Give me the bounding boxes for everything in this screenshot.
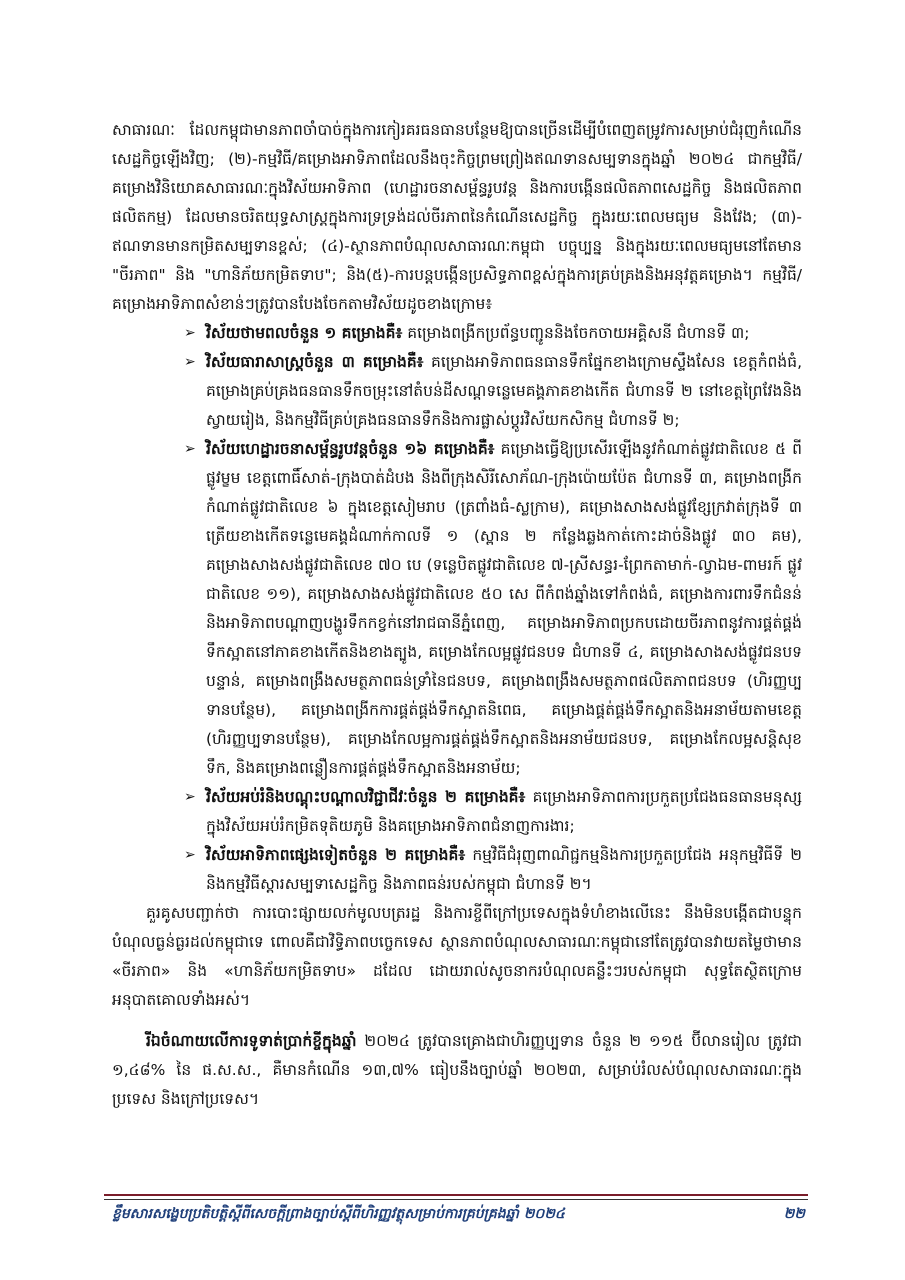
sector-description: គម្រោងធ្វើឱ្យប្រសើរឡើងនូវកំណាត់ផ្លូវជាតិលេខ ៥ ពីផ្លូវម្ខម ខេត្តពោធិ៍សាត់-ក្រុងបាត់ដំបង និងពីក្រុងសិរីសោភ័ណ-ក្រុងប៉ោយប៉ែត ជំហានទី ៣, គម្រោងពង្រីកកំណាត់ផ្លូវជាតិលេខ ៦ ក្នុងខេត្តសៀមរាប (ត្រពាំងធំ-ស្លក្រាម), គម្រោងសាងសង់ផ្លូវខ្សែក្រវាត់ក្រុងទី ៣ ត្រើយខាងកើតទន្លេមេគង្គដំណាក់កាលទី ១ (ស្ពាន ២ កន្លែងឆ្លងកាត់កោះដាច់និងផ្លូវ ៣០ គម), គម្រោងសាងសង់ផ្លូវជាតិលេខ ៧០ បេ (ទន្លេបិតផ្លូវជាតិលេខ ៧-ស្រីសន្ធរ-ព្រែកតាមាក់-ល្វាឯម-ពាមរក៍ ផ្លូវជាតិលេខ ១១), គម្រោងសាងសង់ផ្លូវជាតិលេខ ៥០ សេ ពីកំពង់ឆ្នាំងទៅកំពង់ធំ, គម្រោងការពារទឹកជំនន់និងអាទិភាពបណ្តាញបង្ហូរទឹកកខ្វក់នៅរាជធានីភ្នំពេញ, គម្រោងអាទិភាពប្រកបដោយចីរភាពនូវការផ្គត់ផ្គង់ទឹកស្អាតនៅភាគខាងកើតនិងខាងត្បូង, គម្រោងកែលម្អផ្លូវជនបទ ជំហានទី ៤, គម្រោងសាងសង់ផ្លូវជនបទបន្ទាន់, គម្រោងពង្រឹងសមត្ថភាពធន់ទ្រាំនៃជនបទ, គម្រោងពង្រឹងសមត្ថភាពផលិតភាពជនបទ (ហិរញ្ញប្បទានបន្ថែម), គម្រោងពង្រីកការផ្គត់ផ្គង់ទឹកស្អាតនិពេធ, គម្រោងផ្គត់ផ្គង់ទឹកស្អាតនិងអនាម័យតាមខេត្ត (ហិរញ្ញប្បទានបន្ថែម), គម្រោងកែលម្អការផ្គត់ផ្គង់ទឹកស្អាតនិងអនាម័យជនបទ, គម្រោងកែលម្អសន្តិសុខទឹក, និងគម្រោងពន្លឿនការផ្គត់ផ្គង់ទឹកស្អាតនិងអនាម័យ; [206,440,802,777]
list-item [184,783,802,841]
footer-divider [104,1194,808,1196]
sector-heading: វិស័យថាមពលចំនួន ១ គម្រោងគឺ៖ [206,324,403,342]
arrow-bullet-icon: ➢ [184,789,196,805]
sector-heading: វិស័យហេដ្ឋារចនាសម្ព័ន្ធរូបវន្តចំនួន ១៦ គម្រោងគឺ៖ [206,440,495,458]
list-item [184,435,802,783]
body-text [112,116,802,1114]
repayment-lead: រីឯចំណាយលើការទូទាត់ប្រាក់ខ្ចីក្នុងឆ្នាំ [146,1032,357,1050]
arrow-bullet-icon: ➢ [184,847,196,863]
sector-description: គម្រោងពង្រីកប្រព័ន្ធបញ្ជូននិងចែកចាយអគ្គិសនី ជំហានទី ៣; [402,324,750,342]
intro-paragraph: សាធារណៈ ដែលកម្ពុជាមានភាពចាំបាច់ក្នុងការកៀរគរធនធានបន្ថែមឱ្យបានច្រើនដើម្បីបំពេញតម្រូវការសម្រាប់ជំរុញកំណើនសេដ្ឋកិច្ចឡើងវិញ; (២)-កម្មវិធី/គម្រោងអាទិភាពដែលនឹងចុះកិច្ចព្រមព្រៀងឥណទានសម្បទានក្នុងឆ្នាំ ២០២៤ ជាកម្មវិធី/គម្រោងវិនិយោគសាធារណៈក្នុងវិស័យអាទិភាព (ហេដ្ឋារចនាសម្ព័ន្ធរូបវន្ត និងការបង្កើនផលិតភាពសេដ្ឋកិច្ច និងផលិតភាពផលិតកម្ម) ដែលមានចរិតយុទ្ធសាស្ត្រក្នុងការទ្រទ្រង់ដល់ចីរភាពនៃកំណើនសេដ្ឋកិច្ច ក្នុងរយៈពេលមធ្យម និងវែង; (៣)-ឥណទានមានកម្រិតសម្បទានខ្ពស់; (៤)-ស្ថានភាពបំណុលសាធារណៈកម្ពុជា បច្ចុប្បន្ន និងក្នុងរយៈពេលមធ្យមនៅតែមាន "ចីរភាព" និង "ហានិភ័យកម្រិតទាប"; និង(៥)-ការបន្តបង្កើនប្រសិទ្ធភាពខ្ពស់ក្នុងការគ្រប់គ្រងនិងអនុវត្តគម្រោង។ កម្មវិធី/គម្រោងអាទិភាពសំខាន់ៗត្រូវបានបែងចែកតាមវិស័យដូចខាងក្រោម៖ [112,121,802,313]
arrow-bullet-icon: ➢ [184,354,196,370]
arrow-bullet-icon: ➢ [184,441,196,457]
note-paragraph: គួរគូសបញ្ជាក់ថា ការបោះផ្សាយលក់មូលបត្ររដ្ឋ និងការខ្ចីពីក្រៅប្រទេសក្នុងទំហំខាងលើនេះ នឹងមិនបង្កើតជាបន្ទុកបំណុលធ្ងន់ធ្ងរដល់កម្ពុជាទេ ពោលគឺជាវិទ្ធិភាពបច្ចេកទេស ស្ថានភាពបំណុលសាធារណៈកម្ពុជានៅតែត្រូវបានវាយតម្លៃថាមាន «ចីរភាព» និង «ហានិភ័យកម្រិតទាប» ដដែល ដោយរាល់សូចនាករបំណុលគន្លឹះៗរបស់កម្ពុជា សុទ្ធតែស្ថិតក្រោមអនុបាតគោលទាំងអស់។ [112,904,802,1009]
repayment-paragraph [112,1027,802,1114]
arrow-bullet-icon: ➢ [184,325,196,341]
list-item [184,319,802,348]
sector-description: គម្រោងអាទិភាពការប្រកួតប្រជែងធនធានមនុស្សក្នុងវិស័យអប់រំកម្រិតទុតិយភូមិ និងគម្រោងអាទិភាពជំនាញការងារ; [206,788,802,835]
sector-heading: វិស័យអប់រំនិងបណ្តុះបណ្តាលវិជ្ជាជីវៈចំនួន ២ គម្រោងគឺ៖ [206,788,526,806]
page-number: ២២ [783,1206,805,1222]
repayment-text: ២០២៤ ត្រូវបានគ្រោងជាហិរញ្ញប្បទាន ចំនួន ២ ១១៥ ប៊ីលានរៀល ត្រូវជា ១,៤៨% នៃ ផ.ស.ស., គឺមានកំណើន ១៣,៧% ធៀបនឹងច្បាប់ឆ្នាំ ២០២៣, សម្រាប់រំលស់បំណុលសាធារណៈក្នុងប្រទេស និងក្រៅប្រទេស។ [112,1032,802,1108]
sector-description: កម្មវិធីជំរុញពាណិជ្ជកម្មនិងការប្រកួតប្រជែង អនុកម្មវិធីទី ២ និងកម្មវិធីស្តារសម្បទាសេដ្ឋកិច្ច និងភាពធន់របស់កម្ពុជា ជំហានទី ២។ [206,846,802,893]
list-item [184,348,802,435]
sector-heading: វិស័យអាទិភាពផ្សេងទៀតចំនួន ២ គម្រោងគឺ៖ [206,846,466,864]
sector-heading: វិស័យធារាសាស្ត្រចំនួន ៣ គម្រោងគឺ៖ [206,353,424,371]
sector-description: គម្រោងអាទិភាពធនធានទឹកផ្នែកខាងក្រោមស្ទឹងសែន ខេត្តកំពង់ធំ, គម្រោងគ្រប់គ្រងធនធានទឹកចម្រុះនៅតំបន់ដីសណ្តទន្លេមេគង្គភាគខាងកើត ជំហានទី ២ នៅខេត្តព្រៃវែងនិងស្វាយរៀង, និងកម្មវិធីគ្រប់គ្រងធនធានទឹកនិងការផ្លាស់ប្តូរវិស័យកសិកម្ម ជំហានទី ២; [206,353,802,429]
footer-title: ខ្លឹមសារសង្ខេបប្រតិបត្តិស្តីពីសេចក្តីព្រាងច្បាប់ស្តីពីហិរញ្ញវត្ថុសម្រាប់ការគ្រប់គ្រងឆ្នាំ ២០២៤ [112,1206,565,1222]
list-item [184,841,802,899]
priority-sector-list [112,319,802,899]
footer-divider [104,1199,808,1200]
